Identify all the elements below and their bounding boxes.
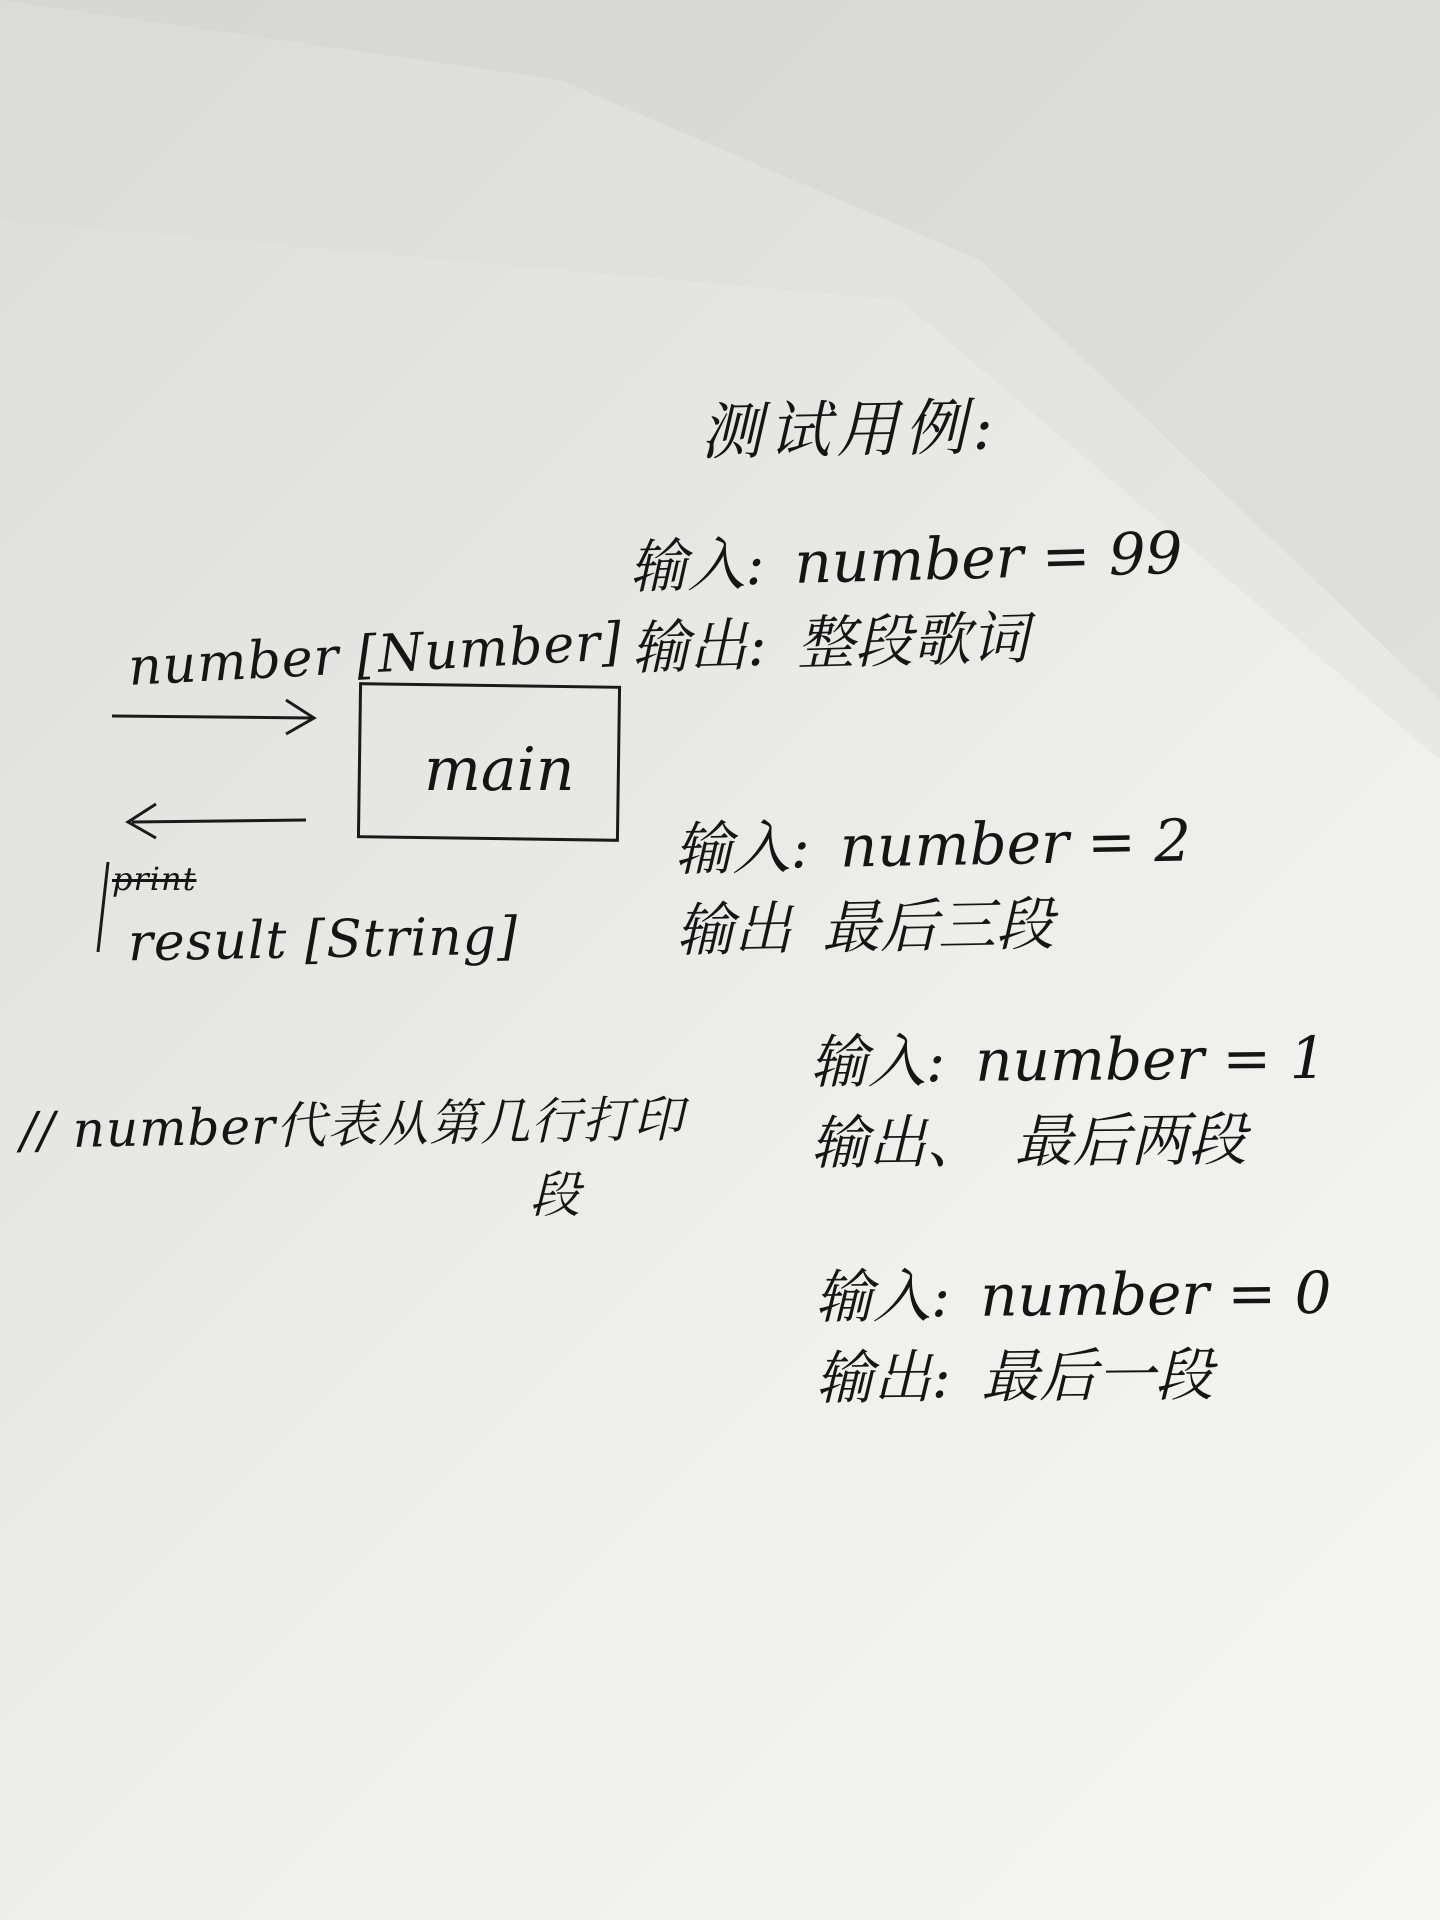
diagram-output-label: result [String] — [127, 906, 519, 974]
output-value: 最后两段 — [1014, 1105, 1247, 1176]
input-key: 输入: — [673, 813, 811, 884]
input-value: number = 1 — [974, 1023, 1327, 1095]
test-case-output — [815, 1334, 1333, 1420]
input-key: 输入: — [628, 529, 766, 602]
output-key: 输出 — [675, 894, 793, 965]
test-case-2 — [674, 801, 1194, 972]
test-case-input — [628, 513, 1184, 609]
output-key: 输出、 — [810, 1107, 985, 1178]
output-value: 最后一段 — [980, 1340, 1214, 1411]
test-case-output — [675, 882, 1193, 972]
crossed-out-word: print — [112, 860, 197, 898]
input-key: 输入: — [809, 1027, 946, 1097]
input-value: number = 2 — [839, 806, 1192, 881]
diagram-input-label: number [Number] — [126, 612, 624, 698]
test-case-output — [810, 1099, 1328, 1185]
output-key: 输出: — [815, 1343, 952, 1413]
output-value: 最后三段 — [821, 890, 1055, 963]
test-case-input — [809, 1018, 1327, 1104]
output-value: 整段歌词 — [795, 604, 1030, 679]
input-value: number = 0 — [979, 1258, 1332, 1330]
test-case-input — [814, 1253, 1332, 1339]
test-case-3 — [809, 1018, 1327, 1185]
comment-line: // number代表从第几行打印 — [19, 1090, 685, 1160]
test-case-4 — [814, 1253, 1332, 1420]
test-case-output — [630, 594, 1186, 690]
test-case-input — [674, 801, 1192, 891]
page-title: 测试用例: — [699, 390, 1000, 469]
comment-line-continuation: 段 — [530, 1166, 581, 1224]
input-key: 输入: — [814, 1262, 951, 1332]
main-function-label: main — [424, 735, 575, 805]
test-case-1 — [628, 513, 1186, 690]
output-key: 输出: — [630, 610, 768, 683]
input-value: number = 99 — [793, 518, 1184, 597]
